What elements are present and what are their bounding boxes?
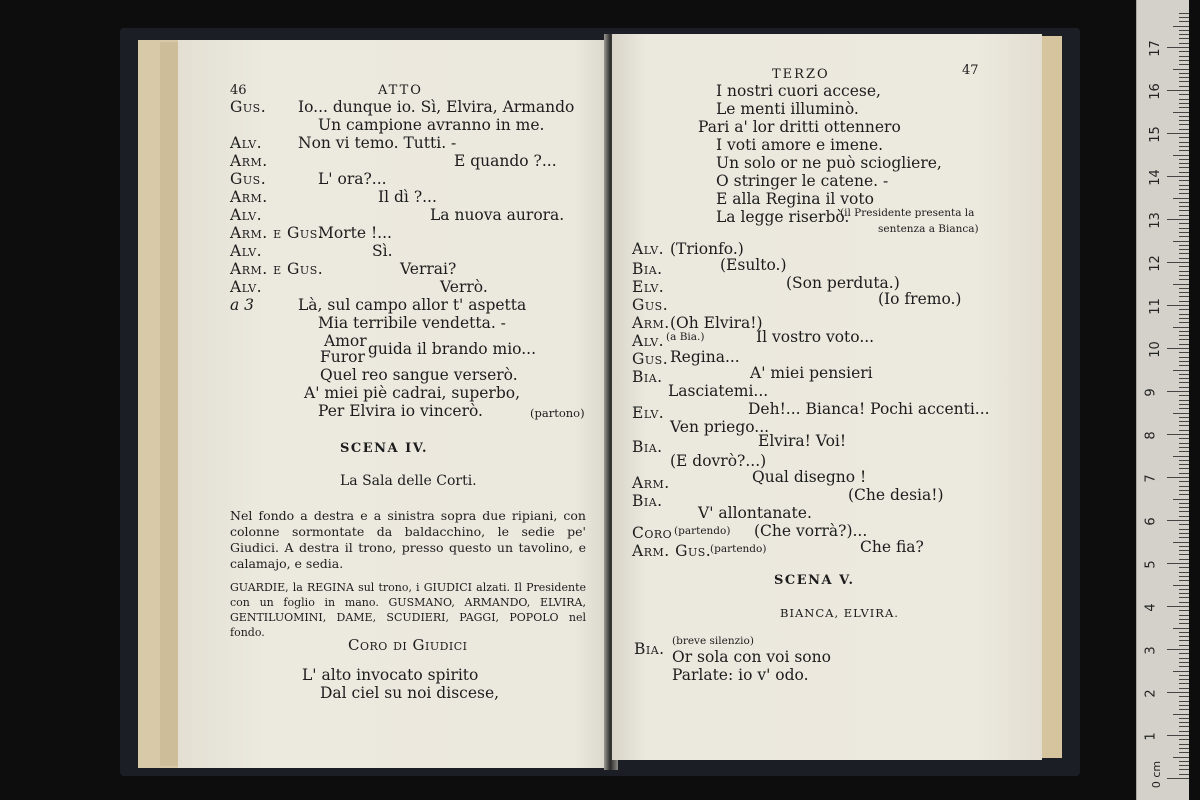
ruler-tick [1179,38,1189,39]
stage-description: Nel fondo a destra e a sinistra sopra due ripiani, con colonne sormontate da baldacchino, le sedie pe' Giudici. A destra il trono, presso questo un tavolino, e calamajo, e sedia. [230,508,586,571]
ruler-tick [1179,507,1189,508]
dialogue-line: La nuova aurora. [430,206,565,224]
dialogue-line: (Trionfo.) [670,240,744,258]
ruler-tick [1173,757,1189,758]
dialogue-line: Per Elvira io vincerò. [318,402,483,420]
dialogue-line: E quando ?... [454,152,557,170]
ruler-tick [1179,99,1189,100]
speaker: Elv. [632,278,665,296]
dialogue-line: (Che desia!) [848,486,944,504]
ruler-tick [1179,421,1189,422]
verse-line: Pari a' lor dritti ottennero [698,118,901,136]
left-page [178,40,610,768]
running-head-right: TERZO [772,67,830,82]
ruler-tick [1167,606,1189,607]
measuring-ruler [1136,0,1189,800]
dialogue-line: Non vi temo. Tutti. - [298,134,457,152]
speaker: Arm. e Gus. [230,224,324,242]
ruler-tick [1179,481,1189,482]
ruler-tick [1179,722,1189,723]
ruler-tick [1173,155,1189,156]
speaker: Alv. [230,278,263,296]
verse-line: Dal ciel su noi discese, [320,684,500,702]
ruler-tick [1179,30,1189,31]
ruler-tick [1179,610,1189,611]
ruler-tick [1173,327,1189,328]
ruler-tick [1167,563,1189,564]
ruler-number: 10 [1147,341,1163,358]
ruler-tick [1179,120,1189,121]
ruler-tick [1167,262,1189,263]
ruler-tick [1167,391,1189,392]
ruler-tick [1179,430,1189,431]
ruler-tick [1179,271,1189,272]
ruler-tick [1179,249,1189,250]
speaker: Bia. [632,492,663,510]
running-head-left: ATTO [378,83,423,98]
ruler-tick [1179,228,1189,229]
ruler-tick [1167,477,1189,478]
ruler-tick [1167,176,1189,177]
dialogue-line: Furor [320,348,365,366]
ruler-tick [1179,572,1189,573]
dialogue-line: V' allontanate. [698,504,812,522]
ruler-tick [1179,129,1189,130]
ruler-tick [1179,344,1189,345]
ruler-tick [1179,524,1189,525]
dialogue-line: Là, sul campo allor t' aspetta [298,296,527,314]
ruler-tick [1179,395,1189,396]
ruler-tick [1179,81,1189,82]
ruler-tick [1179,378,1189,379]
ruler-unit: 0 cm [1150,760,1164,789]
chorus-heading: Coro di Giudici [348,636,468,654]
right-page [612,34,1042,760]
ruler-tick [1179,593,1189,594]
ruler-tick [1167,219,1189,220]
ruler-number: 16 [1147,83,1163,100]
stage-direction: (partendo) [674,525,731,537]
speaker: Arm. [632,474,670,492]
ruler-number: 11 [1147,298,1163,315]
dialogue-line: guida il brando mio... [368,340,537,358]
speaker: Arm. Gus. [632,542,712,560]
ruler-tick [1179,335,1189,336]
ruler-tick [1179,666,1189,667]
dialogue-line: Elvira! Voi! [758,432,847,450]
ruler-tick [1173,585,1189,586]
ruler-tick [1179,769,1189,770]
ruler-tick [1179,425,1189,426]
ruler-tick [1179,726,1189,727]
speaker: Bia. [632,260,663,278]
dialogue-line: Sì. [372,242,393,260]
verse-line: L' alto invocato spirito [302,666,479,684]
dialogue-line: Un campione avranno in me. [318,116,545,134]
verse-line: I voti amore e imene. [716,136,884,154]
ruler-tick [1179,701,1189,702]
ruler-tick [1179,73,1189,74]
speaker: Elv. [632,404,665,422]
ruler-tick [1179,417,1189,418]
dialogue-line: A' miei piè cadrai, superbo, [304,384,521,402]
stage-direction: (partono) [530,406,585,420]
ruler-tick [1179,309,1189,310]
ruler-tick [1179,159,1189,160]
ruler-tick [1179,357,1189,358]
dialogue-line: Verrò. [440,278,488,296]
ruler-number: 17 [1147,40,1163,57]
ruler-number: 3 [1143,646,1159,655]
ruler-tick [1179,86,1189,87]
ruler-tick [1167,520,1189,521]
ruler-tick [1179,34,1189,35]
ruler-tick [1179,447,1189,448]
ruler-tick [1179,361,1189,362]
dialogue-line: (Io fremo.) [878,290,962,308]
speaker: Arm. e Gus. [230,260,324,278]
ruler-tick [1173,499,1189,500]
ruler-tick [1179,382,1189,383]
ruler-tick [1179,322,1189,323]
scene-title: SCENA V. [774,573,855,588]
ruler-tick [1179,150,1189,151]
ruler-tick [1179,503,1189,504]
speaker: Alv. [632,240,665,258]
verse-line: Or sola con voi sono [672,648,831,666]
ruler-tick [1179,352,1189,353]
ruler-tick [1179,77,1189,78]
dialogue-line: Quel reo sangue verserò. [320,366,518,384]
ruler-tick [1167,649,1189,650]
ruler-tick [1179,13,1189,14]
speaker: Arm. [632,314,670,332]
ruler-tick [1179,653,1189,654]
ruler-tick [1173,542,1189,543]
ruler-tick [1173,112,1189,113]
ruler-tick [1179,60,1189,61]
ruler-tick [1167,305,1189,306]
ruler-tick [1167,692,1189,693]
speaker: Alv. [230,134,263,152]
ruler-tick [1179,400,1189,401]
ruler-tick [1179,275,1189,276]
ruler-tick [1179,550,1189,551]
ruler-tick [1173,370,1189,371]
dialogue-line: A' miei pensieri [750,364,873,382]
speaker: Bia. [634,640,665,658]
ruler-tick [1179,765,1189,766]
ruler-tick [1179,266,1189,267]
ruler-number: 7 [1143,474,1159,483]
ruler-tick [1179,210,1189,211]
ruler-tick [1179,675,1189,676]
speaker: Alv. [230,206,263,224]
dialogue-line: Che fia? [860,538,924,556]
ruler-tick [1179,559,1189,560]
stage-direction: (il Presidente presenta la [840,207,975,219]
ruler-tick [1179,774,1189,775]
ruler-tick [1179,51,1189,52]
ruler-tick [1179,258,1189,259]
ruler-tick [1179,288,1189,289]
ruler-tick [1179,236,1189,237]
ruler-tick [1179,408,1189,409]
verse-line: La legge riserbò. [716,208,850,226]
ruler-tick [1179,494,1189,495]
ruler-tick [1179,318,1189,319]
ruler-number: 6 [1143,517,1159,526]
ruler-tick [1179,683,1189,684]
dialogue-line: Morte !... [318,224,392,242]
ruler-tick [1179,688,1189,689]
ruler-tick [1179,223,1189,224]
ruler-number: 14 [1147,169,1163,186]
ruler-tick [1173,671,1189,672]
ruler-number: 15 [1147,126,1163,143]
ruler-tick [1173,284,1189,285]
ruler-tick [1179,752,1189,753]
ruler-number: 9 [1143,388,1159,397]
page-edges-right [1040,36,1062,758]
dialogue-line: Amor [324,332,367,350]
ruler-tick [1173,241,1189,242]
dialogue-line: (E dovrò?...) [670,452,767,470]
ruler-tick [1179,64,1189,65]
ruler-tick [1179,17,1189,18]
ruler-number: 4 [1143,603,1159,612]
ruler-tick [1179,116,1189,117]
ruler-tick [1167,735,1189,736]
ruler-tick [1179,180,1189,181]
ruler-tick [1179,636,1189,637]
ruler-tick [1179,602,1189,603]
ruler-tick [1179,679,1189,680]
ruler-tick [1179,546,1189,547]
ruler-tick [1173,413,1189,414]
ruler-tick [1179,339,1189,340]
speaker: Bia. [632,438,663,456]
ruler-tick [1179,709,1189,710]
ruler-tick [1179,215,1189,216]
ruler-tick [1179,731,1189,732]
ruler-tick [1179,185,1189,186]
ruler-tick [1179,451,1189,452]
ruler-tick [1179,163,1189,164]
ruler-tick [1179,718,1189,719]
ruler-tick [1179,529,1189,530]
ruler-tick [1179,193,1189,194]
ruler-tick [1179,43,1189,44]
ruler-number: 2 [1143,689,1159,698]
ruler-tick [1179,124,1189,125]
ruler-tick [1179,537,1189,538]
ruler-tick [1179,696,1189,697]
speaker: Coro [632,524,673,542]
ruler-tick [1179,404,1189,405]
dialogue-line: Qual disegno ! [752,468,867,486]
dialogue-line: Lasciatemi... [668,382,769,400]
ruler-tick [1173,198,1189,199]
ruler-tick [1179,167,1189,168]
stage-direction: sentenza a Bianca) [878,223,979,235]
ruler-tick [1179,301,1189,302]
dialogue-line: Il dì ?... [378,188,437,206]
ruler-tick [1179,387,1189,388]
ruler-tick [1179,365,1189,366]
ruler-number: 8 [1143,431,1159,440]
ruler-tick [1179,468,1189,469]
ruler-tick [1167,133,1189,134]
cast-list: GUARDIE, la REGINA sul trono, i GIUDICI alzati. Il Presidente con un foglio in mano. GUSMANO, ARMANDO, ELVIRA, GENTILUOMINI, DAME, SCUDIERI, PAGGI, POPOLO nel fondo. [230,581,586,639]
speaker: Alv. [230,242,263,260]
ruler-number: 1 [1143,732,1159,741]
ruler-tick [1179,107,1189,108]
ruler-tick [1179,292,1189,293]
ruler-tick [1179,567,1189,568]
ruler-tick [1179,640,1189,641]
ruler-tick [1179,314,1189,315]
ruler-tick [1179,103,1189,104]
verse-line: Un solo or ne può sciogliere, [716,154,942,172]
ruler-tick [1179,705,1189,706]
dialogue-line: Io... dunque io. Sì, Elvira, Armando [298,98,575,116]
ruler-tick [1179,21,1189,22]
ruler-tick [1179,253,1189,254]
ruler-tick [1173,456,1189,457]
ruler-tick [1179,189,1189,190]
verse-line: Le menti illuminò. [716,100,859,118]
scene-setting: La Sala delle Corti. [340,473,477,489]
ruler-tick [1179,744,1189,745]
page-number-left: 46 [230,83,247,98]
ruler-tick [1167,90,1189,91]
ruler-tick [1179,623,1189,624]
ruler-tick [1179,206,1189,207]
dialogue-line: (Oh Elvira!) [670,314,763,332]
ruler-tick [1179,658,1189,659]
ruler-tick [1179,56,1189,57]
ruler-tick [1179,245,1189,246]
dialogue-line: (Son perduta.) [786,274,900,292]
page-number-right: 47 [962,63,979,78]
ruler-tick [1179,615,1189,616]
dialogue-line: L' ora?... [318,170,387,188]
stage-direction: (partendo) [710,543,767,555]
dialogue-line: Deh!... Bianca! Pochi accenti... [748,400,990,418]
ruler-number: 13 [1147,212,1163,229]
speaker: Alv. [632,332,665,350]
speaker: Arm. [230,152,268,170]
ruler-tick [1179,761,1189,762]
ruler-number: 12 [1147,255,1163,272]
ruler-tick [1179,172,1189,173]
dialogue-line: Regina... [670,348,740,366]
ruler-tick [1179,232,1189,233]
ruler-tick [1179,632,1189,633]
ruler-tick [1179,511,1189,512]
dialogue-line: Mia terribile vendetta. - [318,314,506,332]
ruler-tick [1179,554,1189,555]
verse-line: Parlate: io v' odo. [672,666,809,684]
verse-line: E alla Regina il voto [716,190,874,208]
stage-direction: (a Bia.) [666,331,705,343]
ruler-tick [1179,589,1189,590]
ruler-tick [1167,47,1189,48]
ruler-tick [1179,533,1189,534]
speaker: Gus. [230,170,267,188]
ruler-tick [1179,374,1189,375]
ruler-tick [1179,516,1189,517]
ruler-tick [1179,662,1189,663]
scene-title: SCENA IV. [340,441,429,456]
ruler-number: 5 [1143,560,1159,569]
dialogue-line: (Esulto.) [720,256,787,274]
ruler-tick [1173,26,1189,27]
ruler-tick [1179,137,1189,138]
scene-cast: BIANCA, ELVIRA. [780,606,899,620]
speaker: Gus. [632,296,669,314]
verse-line: I nostri cuori accese, [716,82,881,100]
stage-direction: (breve silenzio) [672,635,754,647]
ruler-tick [1179,296,1189,297]
ruler-tick [1179,142,1189,143]
ruler-tick [1167,778,1189,779]
ruler-tick [1179,490,1189,491]
ruler-tick [1179,460,1189,461]
verse-line: O stringer le catene. - [716,172,889,190]
ruler-tick [1179,619,1189,620]
ruler-tick [1179,464,1189,465]
ruler-tick [1167,434,1189,435]
ruler-tick [1179,473,1189,474]
speaker: Arm. [230,188,268,206]
ruler-tick [1173,628,1189,629]
ruler-tick [1179,146,1189,147]
speaker: Gus. [230,98,267,116]
ruler-tick [1173,69,1189,70]
speaker: Gus. [632,350,669,368]
ruler-tick [1179,94,1189,95]
ruler-tick [1179,279,1189,280]
dialogue-line: Ven priego... [670,418,770,436]
ruler-tick [1179,202,1189,203]
ruler-tick [1179,597,1189,598]
ruler-tick [1167,348,1189,349]
speaker: a 3 [230,296,255,314]
dialogue-line: Verrai? [400,260,457,278]
dialogue-line: Il vostro voto... [756,328,875,346]
ruler-tick [1179,486,1189,487]
ruler-tick [1179,748,1189,749]
ruler-tick [1179,331,1189,332]
ruler-tick [1179,443,1189,444]
ruler-tick [1179,576,1189,577]
ruler-tick [1179,438,1189,439]
speaker: Bia. [632,368,663,386]
dialogue-line: (Che vorrà?)... [754,522,868,540]
ruler-tick [1179,739,1189,740]
ruler-tick [1179,645,1189,646]
ruler-tick [1173,714,1189,715]
ruler-tick [1179,580,1189,581]
